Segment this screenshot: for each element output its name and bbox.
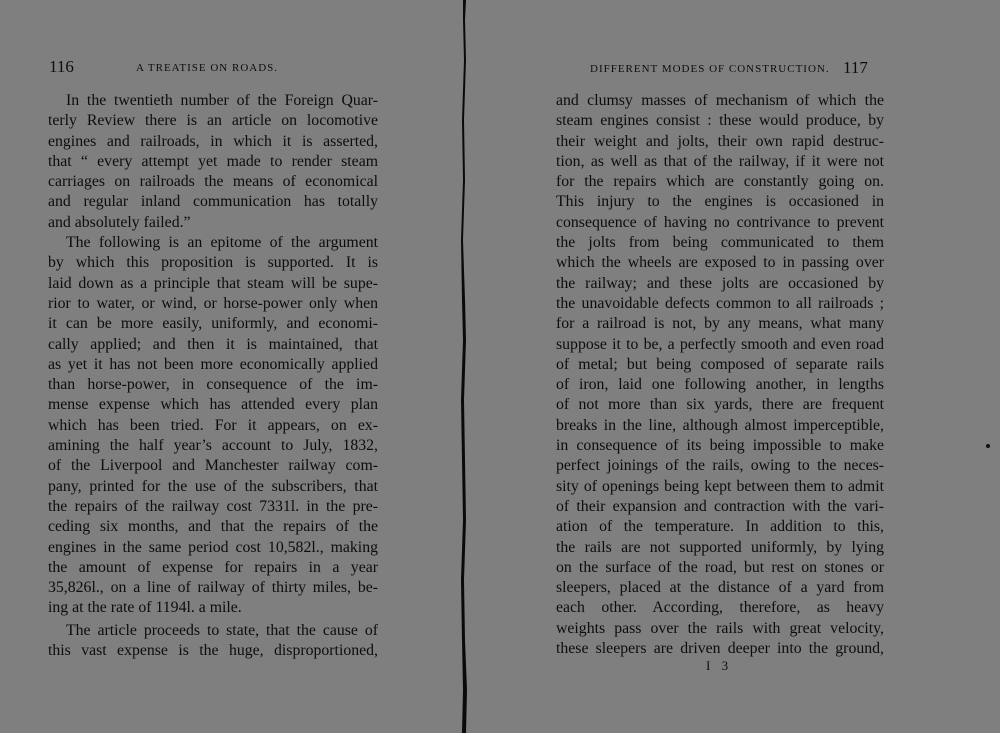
page-number: 116 bbox=[49, 57, 74, 76]
right-page-body bbox=[556, 91, 884, 659]
text-line: by which this proposition is supported. It is bbox=[48, 254, 378, 272]
text-line: mense expense which has attended every plan bbox=[48, 396, 378, 414]
text-line: amining the half year’s account to July, 1832, bbox=[48, 437, 378, 455]
running-title: A TREATISE ON ROADS. bbox=[136, 62, 279, 74]
text-line: that “ every attempt yet made to render steam bbox=[48, 152, 378, 170]
text-line: the rails are not supported uniformly, by lying bbox=[556, 538, 884, 556]
book-gutter bbox=[458, 0, 472, 733]
text-line: suppose it to be, a perfectly smooth and even road bbox=[556, 335, 884, 353]
text-line: cally applied; and then it is maintained, that bbox=[48, 335, 378, 353]
text-line: it can be more easily, uniformly, and economi- bbox=[48, 315, 378, 333]
text-line: and absolutely failed.” bbox=[48, 213, 191, 231]
text-line: of not more than six yards, there are frequent bbox=[556, 396, 884, 414]
text-line: The following is an epitome of the argument bbox=[66, 234, 378, 252]
text-line: the amount of expense for repairs in a year bbox=[48, 558, 378, 576]
text-line: for a railroad is not, by any means, what many bbox=[556, 315, 884, 333]
text-line: laid down as a principle that steam will be supe- bbox=[48, 274, 378, 292]
text-line: terly Review there is an article on locomotive bbox=[48, 112, 378, 130]
text-line: perfect joinings of the rails, owing to the neces- bbox=[556, 457, 884, 475]
text-line: as yet it has not been more economically applied bbox=[48, 355, 378, 373]
text-line: for the repairs which are constantly going on. bbox=[556, 173, 884, 191]
text-line: which the wheels are exposed to in passing over bbox=[556, 254, 884, 272]
text-line: the jolts from being communicated to them bbox=[556, 234, 884, 252]
text-line: on the surface of the road, but rest on stones or bbox=[556, 558, 884, 576]
left-page-body bbox=[48, 91, 378, 661]
text-line: engines in the same period cost 10,582l., making bbox=[48, 538, 378, 556]
text-line: 35,826l., on a line of railway of thirty miles, be- bbox=[48, 579, 378, 597]
text-line: This injury to the engines is occasioned in bbox=[556, 193, 884, 211]
margin-speck bbox=[986, 444, 990, 448]
text-line: the repairs of the railway cost 7331l. in the pre- bbox=[48, 497, 378, 515]
running-title: DIFFERENT MODES OF CONSTRUCTION. bbox=[590, 63, 830, 75]
page-number: 117 bbox=[843, 58, 868, 77]
text-line: of iron, laid one following another, in lengths bbox=[556, 376, 884, 394]
text-line: engines and railroads, in which it is asserted, bbox=[48, 132, 378, 150]
text-line: weights pass over the rails with great velocity, bbox=[556, 619, 884, 637]
text-line: which has been tried. For it appears, on ex- bbox=[48, 416, 378, 434]
right-page bbox=[472, 0, 1000, 733]
text-line: each other. According, therefore, as heavy bbox=[556, 599, 884, 617]
text-line: ation of the temperature. In addition to this, bbox=[556, 518, 884, 536]
text-line: than horse-power, in consequence of the im- bbox=[48, 376, 378, 394]
text-line: the railway; and these jolts are occasioned by bbox=[556, 274, 884, 292]
text-line: ing at the rate of 1194l. a mile. bbox=[48, 599, 242, 617]
text-line: of metal; but being composed of separate rails bbox=[556, 355, 884, 373]
text-line: sleepers, placed at the distance of a yard from bbox=[556, 579, 884, 597]
text-line: In the twentieth number of the Foreign Quar- bbox=[66, 92, 378, 109]
text-line: of their expansion and contraction with the vari- bbox=[556, 497, 884, 515]
text-line: steam engines consist : these would produce, by bbox=[556, 112, 884, 130]
text-line: consequence of having no contrivance to prevent bbox=[556, 213, 884, 231]
text-line: rior to water, or wind, or horse-power only when bbox=[48, 294, 378, 312]
signature-mark: I 3 bbox=[706, 658, 733, 673]
text-line: breaks in the line, although almost imperceptible, bbox=[556, 416, 884, 434]
text-line: this vast expense is the huge, disproportioned, bbox=[48, 642, 378, 660]
text-line: and clumsy masses of mechanism of which the bbox=[556, 92, 884, 109]
text-line: pany, printed for the use of the subscribers, that bbox=[48, 477, 378, 495]
text-line: in consequence of its being impossible to make bbox=[556, 437, 884, 455]
text-line: their weight and jolts, their own rapid destruc- bbox=[556, 132, 884, 150]
text-line: the unavoidable defects common to all railroads ; bbox=[556, 294, 884, 312]
left-page bbox=[0, 0, 460, 733]
text-line: ceding six months, and that the repairs of the bbox=[48, 518, 378, 536]
text-line: carriages on railroads the means of economical bbox=[48, 173, 378, 191]
text-line: sity of openings being kept between them to admit bbox=[556, 477, 884, 495]
text-line: these sleepers are driven deeper into the ground, bbox=[556, 640, 884, 658]
text-line: of the Liverpool and Manchester railway com- bbox=[48, 457, 378, 475]
text-line: tion, as well as that of the railway, if it were not bbox=[556, 152, 884, 170]
text-line: The article proceeds to state, that the cause of bbox=[66, 621, 378, 639]
text-line: and regular inland communication has totally bbox=[48, 193, 378, 211]
